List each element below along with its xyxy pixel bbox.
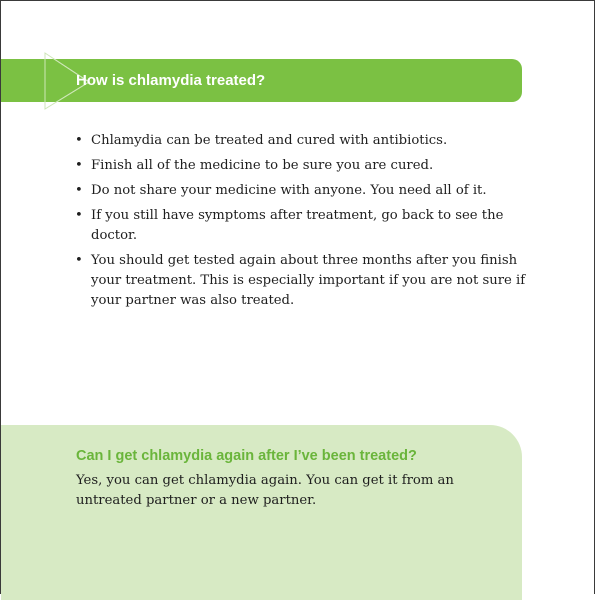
bullet-item: • Do not share your medicine with anyone. You need all of it. xyxy=(73,181,533,201)
section-title: How is chlamydia treated? xyxy=(76,72,266,89)
reinfection-heading: Can I get chlamydia again after I’ve been treated? xyxy=(76,448,417,464)
reinfection-body: Yes, you can get chlamydia again. You can get it from an untreated partner or a new partner. xyxy=(76,473,454,508)
bullet-item: • Finish all of the medicine to be sure you are cured. xyxy=(73,156,533,176)
bullet-item: • If you still have symptoms after treatment, go back to see the doctor. xyxy=(73,206,533,246)
bullet-item: • You should get tested again about three months after you finish your treatment. This is especially important if you are not sure if your partner was also treated. xyxy=(73,251,533,311)
treatment-bullet-list xyxy=(73,131,533,316)
bullet-item: • Chlamydia can be treated and cured with antibiotics. xyxy=(73,131,533,151)
